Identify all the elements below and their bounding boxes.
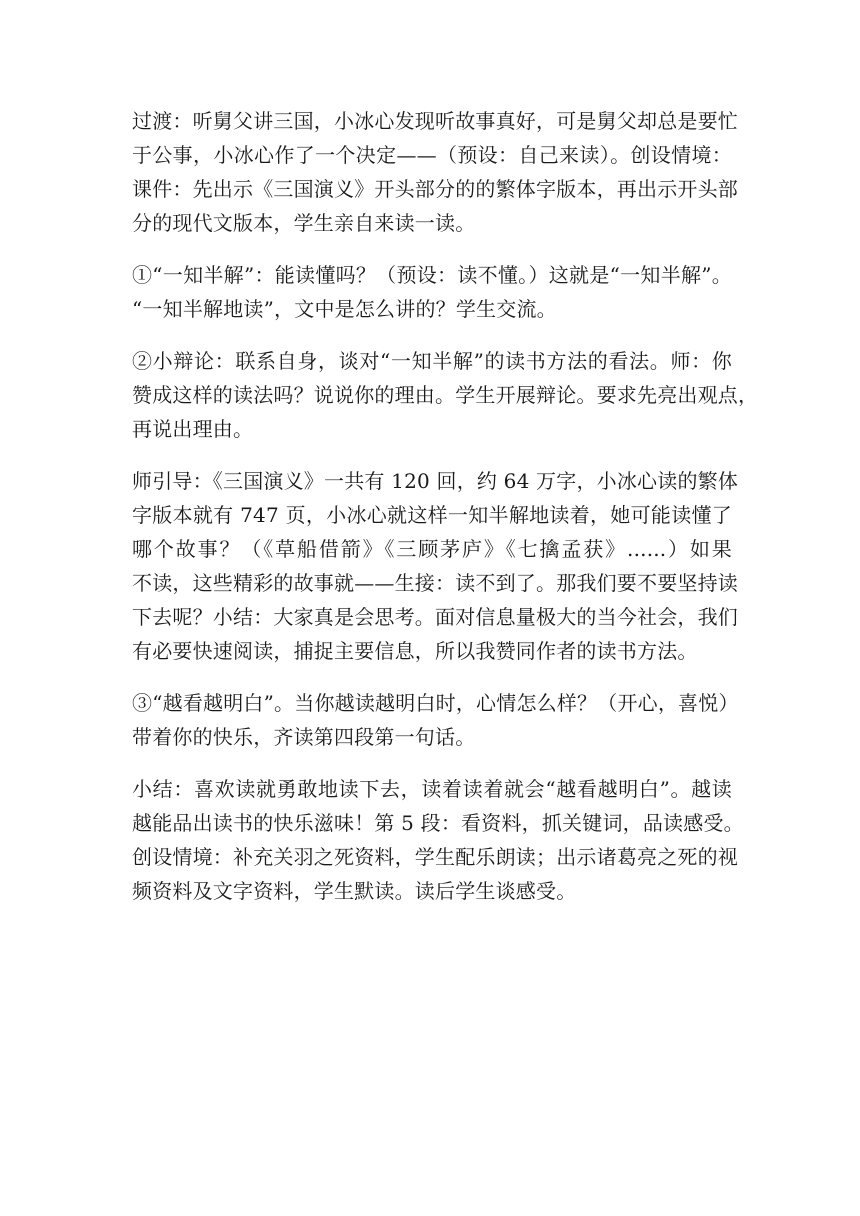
text-line: 不读，这些精彩的故事就——生接：读不到了。那我们要不要坚持读 [132, 571, 738, 595]
text-line: 哪个故事？（《草船借箭》《三顾茅庐》《七擒孟获》......）如果 [132, 537, 732, 561]
text-line: 带着你的快乐，齐读第四段第一句话。 [132, 725, 476, 749]
text-line: 再说出理由。 [132, 417, 254, 441]
text-line: ①“一知半解”：能读懂吗？（预设：读不懂。）这就是“一知半解”。 [132, 263, 732, 287]
paragraph-summary [132, 772, 744, 908]
text-line: 创设情境：补充关羽之死资料，学生配乐朗读；出示诸葛亮之死的视 [132, 845, 738, 869]
text-line: 下去呢？小结：大家真是会思考。面对信息量极大的当今社会，我们 [132, 605, 738, 629]
text-line: 有必要快速阅读，捕捉主要信息，所以我赞同作者的读书方法。 [132, 639, 698, 663]
text-line: “一知半解地读”，文中是怎么讲的？学生交流。 [132, 297, 557, 321]
text-line: 于公事，小冰心作了一个决定——（预设：自己来读）。创设情境： [132, 143, 732, 167]
paragraph-point-3 [132, 686, 739, 754]
text-line: 赞成这样的读法吗？说说你的理由。学生开展辩论。要求先亮出观点， [132, 383, 759, 407]
text-line: 字版本就有 747 页，小冰心就这样一知半解地读着，她可能读懂了 [132, 503, 732, 527]
document-body [132, 104, 759, 926]
text-line: ③“越看越明白”。当你越读越明白时，心情怎么样？（开心，喜悦） [132, 691, 739, 715]
text-line: 频资料及文字资料，学生默读。读后学生谈感受。 [132, 879, 577, 903]
text-line: ②小辩论：联系自身，谈对“一知半解”的读书方法的看法。师：你 [132, 349, 732, 373]
text-line: 小结：喜欢读就勇敢地读下去，读着读着就会“越看越明白”。越读 [132, 777, 732, 801]
paragraph-teacher-guide [132, 464, 739, 668]
paragraph-transition [132, 104, 738, 240]
paragraph-point-2 [132, 344, 759, 446]
text-line: 越能品出读书的快乐滋味！第 5 段：看资料，抓关键词，品读感受。 [132, 811, 744, 835]
text-line: 师引导：《三国演义》一共有 120 回，约 64 万字，小冰心读的繁体 [132, 469, 739, 493]
text-line: 过渡：听舅父讲三国，小冰心发现听故事真好，可是舅父却总是要忙 [132, 109, 738, 133]
text-line: 课件：先出示《三国演义》开头部分的的繁体字版本，再出示开头部 [132, 177, 738, 201]
paragraph-point-1 [132, 258, 732, 326]
text-line: 分的现代文版本，学生亲自来读一读。 [132, 211, 476, 235]
